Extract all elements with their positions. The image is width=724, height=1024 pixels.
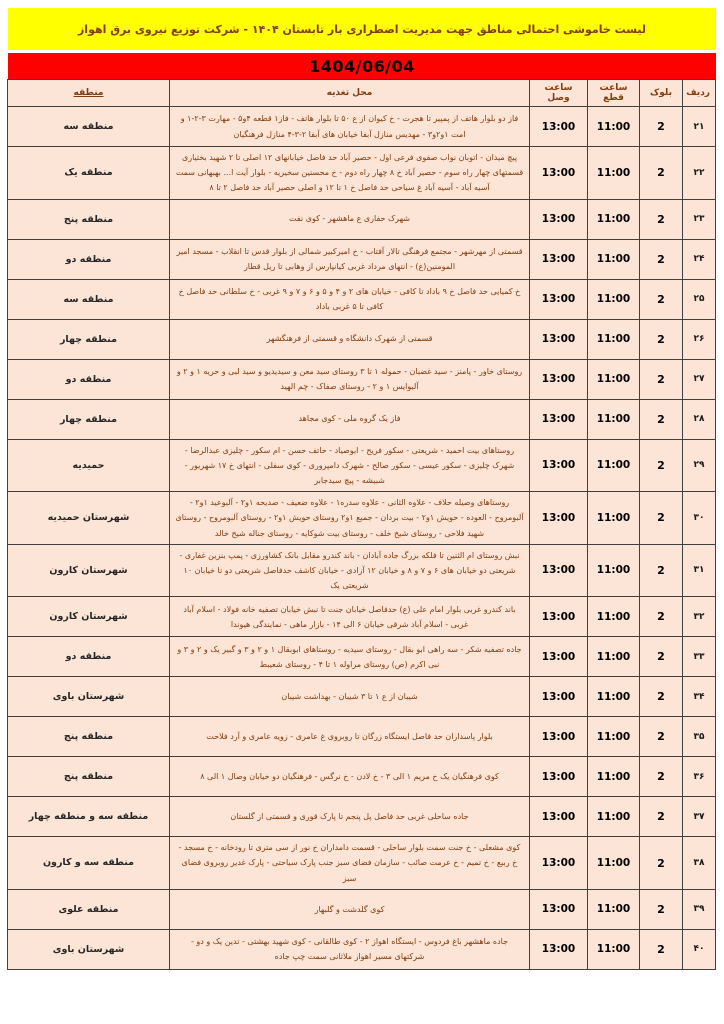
region-cell: شهرستان باوی (8, 929, 170, 969)
header-row (8, 80, 716, 107)
column-header-block: بلوک (640, 80, 683, 107)
location-cell: روستاهای وصیله حلاف - علاوه الثانی - علاوه سدره۱ - علاوه ضعیف - صدیحه ۱و۲ - آلبوعید ۱و۲ - آلبومروح - العوده - حویش ۱و۲ - بیت بردان - جمیع ۱و۲ روستای حویش ۱و۲ - روستای آلبومروح - روستای شهید فلاحی - روستای شیخ خلف - روستای بیت شوکایه - روستای جناله شیخ خالد (170, 492, 530, 545)
row-number-cell: ۲۳ (683, 199, 716, 239)
cut-time-cell: 11:00 (588, 677, 640, 717)
table-row (8, 319, 716, 359)
region-cell: منطقه علوی (8, 889, 170, 929)
reconnect-time-cell: 13:00 (530, 757, 588, 797)
reconnect-time-cell: 13:00 (530, 147, 588, 200)
page-title: لیست خاموشی احتمالی مناطق جهت مدیریت اضطراری بار تابستان ۱۴۰۴ - شرکت توزیع نیروی برق اهواز (77, 22, 647, 36)
cut-time-cell: 11:00 (588, 637, 640, 677)
region-cell: منطقه پنج (8, 199, 170, 239)
block-cell: 2 (640, 319, 683, 359)
region-cell: منطقه چهار (8, 399, 170, 439)
row-number-cell: ۳۸ (683, 837, 716, 890)
reconnect-time-cell: 13:00 (530, 717, 588, 757)
block-cell: 2 (640, 544, 683, 597)
cut-time-cell: 11:00 (588, 757, 640, 797)
reconnect-time-cell: 13:00 (530, 637, 588, 677)
cut-time-cell: 11:00 (588, 717, 640, 757)
table-row (8, 717, 716, 757)
column-header-cut-time: ساعت قطع (588, 80, 640, 107)
row-number-cell: ۲۷ (683, 359, 716, 399)
reconnect-time-cell: 13:00 (530, 319, 588, 359)
reconnect-time-cell: 13:00 (530, 199, 588, 239)
location-cell: قسمتی از شهرک دانشگاه و قسمتی از فرهنگشهر (170, 319, 530, 359)
location-cell: قسمتی از مهرشهر - مجتمع فرهنگی تالار آفتاب - خ امیرکبیر شمالی از بلوار قدس تا انقلاب - مسجد امیر المومنین(ع) - انتهای مرداد غربی کیانپارس از وهابی تا ریل قطار (170, 239, 530, 279)
table-row (8, 199, 716, 239)
cut-time-cell: 11:00 (588, 147, 640, 200)
reconnect-time-cell: 13:00 (530, 597, 588, 637)
cut-time-cell: 11:00 (588, 597, 640, 637)
block-cell: 2 (640, 279, 683, 319)
table-row (8, 147, 716, 200)
cut-time-cell: 11:00 (588, 797, 640, 837)
outage-table (7, 79, 716, 970)
region-cell: منطقه پنج (8, 717, 170, 757)
table-row (8, 597, 716, 637)
reconnect-time-cell: 13:00 (530, 107, 588, 147)
location-cell: فاز دو بلوار هاتف از پمپیر تا هجرت - خ کیوان از ع ۵۰ تا بلوار هاتف - فاز۱ قطعه ۴و۵ - مهارت ۳-۲-۱ و امت ۱و۲و۳ - مهدیس منازل آبفا خیابان های آبفا ۲-۳-۴ منازل فرهنگیان (170, 107, 530, 147)
table-row (8, 492, 716, 545)
block-cell: 2 (640, 677, 683, 717)
reconnect-time-cell: 13:00 (530, 677, 588, 717)
row-number-cell: ۳۷ (683, 797, 716, 837)
reconnect-time-cell: 13:00 (530, 492, 588, 545)
cut-time-cell: 11:00 (588, 359, 640, 399)
block-cell: 2 (640, 929, 683, 969)
location-cell: جاده ساحلی غربی حد فاصل پل پنجم تا پارک قوری و قسمتی از گلستان (170, 797, 530, 837)
location-cell: کوی فرهنگیان یک خ مریم ۱ الی ۳ - خ لادن - خ نرگس - فرهنگیان دو خیابان وصال ۱ الی ۸ (170, 757, 530, 797)
cut-time-cell: 11:00 (588, 439, 640, 492)
region-cell: حمیدیه (8, 439, 170, 492)
table-row (8, 889, 716, 929)
block-cell: 2 (640, 492, 683, 545)
row-number-cell: ۳۳ (683, 637, 716, 677)
cut-time-cell: 11:00 (588, 399, 640, 439)
block-cell: 2 (640, 107, 683, 147)
block-cell: 2 (640, 199, 683, 239)
block-cell: 2 (640, 797, 683, 837)
table-row (8, 439, 716, 492)
row-number-cell: ۲۴ (683, 239, 716, 279)
table-row (8, 757, 716, 797)
table-row (8, 359, 716, 399)
row-number-cell: ۳۱ (683, 544, 716, 597)
row-number-cell: ۳۰ (683, 492, 716, 545)
cut-time-cell: 11:00 (588, 544, 640, 597)
column-header-location: محل تغذیه (170, 80, 530, 107)
region-cell: منطقه سه و کارون (8, 837, 170, 890)
location-cell: کوی مشعلی - خ جنت سمت بلوار ساحلی - قسمت دامداران خ نور از سی متری تا رودخانه - خ مسجد - خ ربیع - خ تمیم - خ عرمت صائب - سازمان فضای سبز جنب پارک سیاحتی - پارک غدیر روبروی فضای سبز (170, 837, 530, 890)
location-cell: جاده ماهشهر باغ فردوس - ایستگاه اهواز ۲ - کوی طالقانی - کوی شهید بهشتی - تدین یک و دو - شرکتهای مسیر اهواز ملاثانی سمت چپ جاده (170, 929, 530, 969)
reconnect-time-cell: 13:00 (530, 279, 588, 319)
location-cell: روستاهای بیت احمید - شریعتی - سکور فریح - ابوصیاد - حاتف حسن - ام سکور - چلیزی عبدالرضا - شهرک چلیزی - سکور عیسی - سکور صالح - شهرک دامپروری - کوی سفلی - انتهای خ ۱۷ شهریور - شبیشه - پیچ سیدجابر (170, 439, 530, 492)
region-cell: شهرستان حمیدیه (8, 492, 170, 545)
region-cell: شهرستان کارون (8, 597, 170, 637)
cut-time-cell: 11:00 (588, 319, 640, 359)
region-cell: منطقه سه (8, 107, 170, 147)
row-number-cell: ۲۱ (683, 107, 716, 147)
table-row (8, 107, 716, 147)
reconnect-time-cell: 13:00 (530, 544, 588, 597)
reconnect-time-cell: 13:00 (530, 837, 588, 890)
block-cell: 2 (640, 757, 683, 797)
cut-time-cell: 11:00 (588, 889, 640, 929)
block-cell: 2 (640, 717, 683, 757)
cut-time-cell: 11:00 (588, 279, 640, 319)
block-cell: 2 (640, 889, 683, 929)
region-cell: منطقه پنج (8, 757, 170, 797)
row-number-cell: ۳۶ (683, 757, 716, 797)
location-cell: روستای خاور - پامنز - سید غضبان - حموله ۱ تا ۳ روستای سید معن و سیدیدیو و سید لبی و حریه ۱ و ۲ و آلبوایس ۱ و ۲ - روستای صفاک - چم الهید (170, 359, 530, 399)
block-cell: 2 (640, 837, 683, 890)
location-cell: شهرک حفاری ع ماهشهر - کوی نفت (170, 199, 530, 239)
region-cell: منطقه سه و منطقه چهار (8, 797, 170, 837)
cut-time-cell: 11:00 (588, 199, 640, 239)
region-cell: شهرستان باوی (8, 677, 170, 717)
region-cell: منطقه چهار (8, 319, 170, 359)
location-cell: فاز یک گروه ملی - کوی مجاهد (170, 399, 530, 439)
region-cell: منطقه دو (8, 359, 170, 399)
reconnect-time-cell: 13:00 (530, 889, 588, 929)
location-cell: کوی گلدشت و گلبهار (170, 889, 530, 929)
location-cell: جاده تصفیه شکر - سه راهی ابو بقال - روستای سیدیه - روستاهای ابوبقال ۱ و ۲ و ۳ و گبیر یک و ۲ و ۳ و نبی اکرم (ص) روستای مراوله ۱ تا ۴ - روستای شعیبط (170, 637, 530, 677)
outage-table-header (8, 80, 716, 107)
region-cell: شهرستان کارون (8, 544, 170, 597)
table-row (8, 677, 716, 717)
cut-time-cell: 11:00 (588, 837, 640, 890)
row-number-cell: ۳۲ (683, 597, 716, 637)
region-cell: منطقه یک (8, 147, 170, 200)
date-banner (8, 53, 716, 79)
date-value: 1404/06/04 (309, 56, 415, 76)
table-row (8, 399, 716, 439)
reconnect-time-cell: 13:00 (530, 359, 588, 399)
table-row (8, 837, 716, 890)
region-cell: منطقه دو (8, 637, 170, 677)
row-number-cell: ۳۹ (683, 889, 716, 929)
outage-table-body (8, 107, 716, 970)
block-cell: 2 (640, 597, 683, 637)
table-row (8, 239, 716, 279)
column-header-reconnect-time: ساعت وصل (530, 80, 588, 107)
block-cell: 2 (640, 239, 683, 279)
row-number-cell: ۲۵ (683, 279, 716, 319)
region-cell: منطقه دو (8, 239, 170, 279)
cut-time-cell: 11:00 (588, 929, 640, 969)
row-number-cell: ۳۴ (683, 677, 716, 717)
region-cell: منطقه سه (8, 279, 170, 319)
table-row (8, 797, 716, 837)
table-row (8, 544, 716, 597)
block-cell: 2 (640, 399, 683, 439)
block-cell: 2 (640, 147, 683, 200)
location-cell: پیچ میدان - اتوبان نواب صفوی فرعی اول - حصیر آباد حد فاصل خیابانهای ۱۲ اصلی تا ۲ شهید بختیاری قسمتهای چهار راه سوم - حصیر آباد خ ۸ چهار راه دوم - خ محسنین سخیریه - بلوار آیت ا... بهبهانی سمت آسیه آباد - آسیه آباد غ سیاحی حد فاصل خ ۱ تا ۱۲ و اصلی حصیر آباد حد فاصل ۲ تا ۸ (170, 147, 530, 200)
block-cell: 2 (640, 359, 683, 399)
row-number-cell: ۴۰ (683, 929, 716, 969)
row-number-cell: ۲۶ (683, 319, 716, 359)
reconnect-time-cell: 13:00 (530, 797, 588, 837)
row-number-cell: ۲۲ (683, 147, 716, 200)
column-header-row: ردیف (683, 80, 716, 107)
cut-time-cell: 11:00 (588, 107, 640, 147)
table-row (8, 929, 716, 969)
table-row (8, 637, 716, 677)
location-cell: خ کمیایی حد فاصل خ ۹ باداد تا کافی - خیابان های ۲ و ۴ و ۵ و ۶ و ۷ و ۹ غربی - خ سلطانی حد فاصل خ کافی تا ۵ غربی باداد (170, 279, 530, 319)
block-cell: 2 (640, 439, 683, 492)
reconnect-time-cell: 13:00 (530, 929, 588, 969)
title-banner (8, 8, 716, 50)
outage-schedule-page (8, 8, 716, 970)
row-number-cell: ۲۸ (683, 399, 716, 439)
reconnect-time-cell: 13:00 (530, 399, 588, 439)
cut-time-cell: 11:00 (588, 492, 640, 545)
row-number-cell: ۲۹ (683, 439, 716, 492)
table-row (8, 279, 716, 319)
block-cell: 2 (640, 637, 683, 677)
reconnect-time-cell: 13:00 (530, 239, 588, 279)
row-number-cell: ۳۵ (683, 717, 716, 757)
column-header-region: منطقه (8, 80, 170, 107)
location-cell: باند کندرو غربی بلوار امام علی (ع) حدفاصل خیابان جنت تا نبش خیابان تصفیه خانه فولاد - اسلام آباد غربی - اسلام آباد شرقی خیابان ۶ الی ۱۴ - بازار ماهی - نمایندگی هیوندا (170, 597, 530, 637)
location-cell: بلوار پاسداران حد فاصل ایستگاه زرگان تا روبروی غ عامری - زویه عامری و آرد فلاحت (170, 717, 530, 757)
cut-time-cell: 11:00 (588, 239, 640, 279)
reconnect-time-cell: 13:00 (530, 439, 588, 492)
location-cell: شیبان از ع ۱ تا ۳ شیبان - بهداشت شیبان (170, 677, 530, 717)
location-cell: نبش روستای ام الثنین تا فلکه بزرگ جاده آبادان - باند کندرو مقابل بانک کشاورزی - پمپ بنزین غفاری - شریعتی دو خیابان های ۶ و ۷ و ۸ و خیابان ۱۲ آزادی - خیابان کاشف حدفاصل شریعتی دو تا خیابان ۱۰ شریعتی یک (170, 544, 530, 597)
